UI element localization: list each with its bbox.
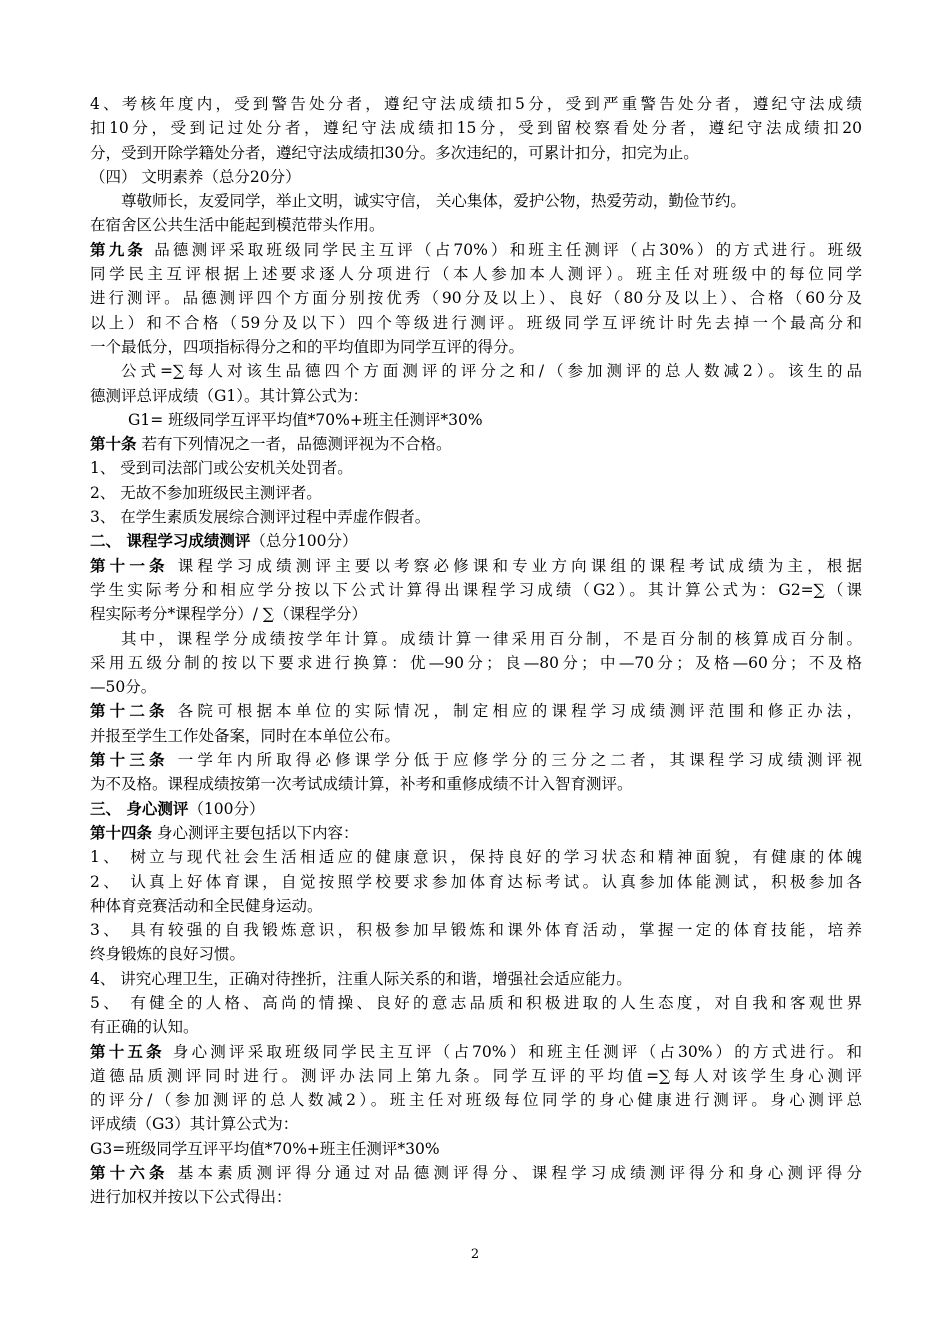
article-heading: 第十一条	[90, 556, 169, 575]
text-line	[90, 845, 862, 869]
text-line	[90, 797, 862, 821]
line-text: 以上）和不合格（59分及以下）四个等级进行测评。班级同学互评统计时先去掉一个最高分和	[90, 313, 862, 332]
line-text: 3、 具有较强的自我锻炼意识，积极参加早锻炼和课外体育活动，掌握一定的体育技能，培养	[90, 921, 862, 940]
line-text: 学生实际考分和相应学分按以下公式计算得出课程学习成绩（G2）。其计算公式为：G2=∑（课	[90, 580, 862, 599]
line-text: 采用五级分制的按以下要求进行换算：优—90分；良—80分；中—70分；及格—60分；不及格	[90, 653, 862, 672]
line-text: 身心测评主要包括以下内容：	[152, 823, 359, 842]
text-line	[90, 748, 862, 772]
line-text: （100分）	[188, 799, 265, 818]
text-line	[90, 456, 862, 480]
line-text: 4、考核年度内，受到警告处分者，遵纪守法成绩扣5分，受到严重警告处分者，遵纪守法成绩	[90, 95, 862, 113]
text-line	[90, 651, 862, 675]
text-line	[90, 602, 862, 626]
text-line	[90, 286, 862, 310]
line-text: （总分100分）	[250, 532, 358, 551]
text-line	[90, 408, 862, 432]
text-line	[90, 772, 862, 796]
text-line	[90, 1137, 862, 1161]
line-text: 1、 树立与现代社会生活相适应的健康意识，保持良好的学习状态和精神面貌，有健康的体魄	[90, 848, 862, 867]
text-line	[90, 359, 862, 383]
text-line	[90, 384, 862, 408]
article-heading: 第十三条	[90, 751, 169, 770]
line-text: 2、 认真上好体育课，自觉按照学校要求参加体育达标考试。认真参加体能测试，积极参加各	[90, 872, 862, 891]
line-text: 其中，课程学分成绩按学年计算。成绩计算一律采用百分制，不是百分制的核算成百分制。	[121, 629, 862, 648]
text-line	[90, 311, 862, 335]
line-text: 若有下列情况之一者，品德测评视为不合格。	[136, 435, 452, 454]
line-text: 的评分/（参加测评的总人数减2）。班主任对班级每位同学的身心健康进行测评。身心测评总	[90, 1091, 862, 1110]
text-line	[90, 92, 862, 116]
text-line	[90, 432, 862, 456]
article-heading: 第十四条	[90, 823, 153, 842]
text-line	[90, 189, 862, 213]
text-line	[90, 238, 862, 262]
text-line	[90, 335, 862, 359]
text-line	[90, 627, 862, 651]
line-text: 一个最低分，四项指标得分之和的平均值即为同学互评的得分。	[90, 337, 525, 356]
article-heading: 三、 身心测评	[90, 799, 189, 818]
article-heading: 第十条	[90, 435, 137, 454]
text-line	[90, 894, 862, 918]
line-text: 一学年内所取得必修课学分低于应修学分的三分之二者，其课程学习成绩测评视	[168, 751, 862, 770]
document-body	[90, 92, 862, 1210]
line-text: 2、 无故不参加班级民主测评者。	[90, 483, 322, 502]
text-line	[90, 991, 862, 1015]
text-line	[90, 1185, 862, 1209]
text-line	[90, 870, 862, 894]
line-text: 为不及格。课程成绩按第一次考试成绩计算，补考和重修成绩不计入智育测评。	[90, 775, 633, 794]
line-text: 同学民主互评根据上述要求逐人分项进行（本人参加本人测评）。班主任对班级中的每位同学	[90, 265, 862, 284]
line-text: 道德品质测评同时进行。测评办法同上第九条。同学互评的平均值=∑每人对该学生身心测评	[90, 1066, 862, 1085]
text-line	[90, 918, 862, 942]
text-line	[90, 481, 862, 505]
line-text: 终身锻炼的良好习惯。	[90, 945, 246, 964]
line-text: 课程学习成绩测评主要以考察必修课和专业方向课组的课程考试成绩为主，根据	[168, 556, 862, 575]
line-text: G3=班级同学互评平均值*70%+班主任测评*30%	[90, 1139, 440, 1158]
line-text: 基本素质测评得分通过对品德测评得分、课程学习成绩测评得分和身心测评得分	[168, 1164, 862, 1183]
text-line	[90, 675, 862, 699]
text-line	[90, 821, 862, 845]
text-line	[90, 213, 862, 237]
text-line	[90, 967, 862, 991]
text-line	[90, 1015, 862, 1039]
line-text: 德测评总评成绩（G1）。其计算公式为：	[90, 386, 368, 405]
text-line	[90, 505, 862, 529]
text-line	[90, 1161, 862, 1185]
line-text: 各院可根据本单位的实际情况，制定相应的课程学习成绩测评范围和修正办法，	[168, 702, 862, 721]
line-text: 1、 受到司法部门或公安机关处罚者。	[90, 459, 353, 478]
line-text: 4、 讲究心理卫生，正确对待挫折，注重人际关系的和谐，增强社会适应能力。	[90, 969, 632, 988]
text-line	[90, 942, 862, 966]
line-text: —50分。	[90, 678, 157, 697]
article-heading: 二、 课程学习成绩测评	[90, 532, 251, 551]
text-line	[90, 1040, 862, 1064]
text-line	[90, 1088, 862, 1112]
text-line	[90, 262, 862, 286]
line-text: 在宿舍区公共生活中能起到模范带头作用。	[90, 216, 385, 235]
line-text: 进行加权并按以下公式得出：	[90, 1188, 292, 1207]
text-line	[90, 1112, 862, 1136]
line-text: 种体育竞赛活动和全民健身运动。	[90, 896, 323, 915]
line-text: （四） 文明素养（总分20分）	[90, 167, 301, 186]
text-line	[90, 141, 862, 165]
article-heading: 第十二条	[90, 702, 169, 721]
text-line	[90, 724, 862, 748]
text-line	[90, 554, 862, 578]
line-text: 程实际考分*课程学分）/ ∑（课程学分）	[90, 605, 367, 624]
line-text: 身心测评采取班级同学民主互评（占70%）和班主任测评（占30%）的方式进行。和	[164, 1042, 862, 1061]
text-line	[90, 165, 862, 189]
article-heading: 第十六条	[90, 1164, 169, 1183]
text-line	[90, 1064, 862, 1088]
article-heading: 第十五条	[90, 1042, 165, 1061]
line-text: 尊敬师长，友爱同学，举止文明，诚实守信， 关心集体，爱护公物，热爱劳动，勤俭节约。	[121, 192, 746, 211]
line-text: 3、 在学生素质发展综合测评过程中弄虚作假者。	[90, 508, 431, 527]
line-text: 品德测评采取班级同学民主互评（占70%）和班主任测评（占30%）的方式进行。班级	[146, 240, 862, 259]
text-line	[90, 116, 862, 140]
page-number: 2	[470, 1247, 480, 1262]
line-text: 5、 有健全的人格、高尚的情操、良好的意志品质和积极进取的人生态度，对自我和客观世界	[90, 993, 862, 1012]
line-text: 进行测评。品德测评四个方面分别按优秀（90分及以上）、良好（80分及以上）、合格（60分及	[90, 289, 862, 308]
line-text: 分，受到开除学籍处分者，遵纪守法成绩扣30分。多次违纪的，可累计扣分，扣完为止。	[90, 143, 699, 162]
line-text: 公式=∑每人对该生品德四个方面测评的评分之和/（参加测评的总人数减2）。该生的品	[121, 362, 862, 381]
text-line	[90, 529, 862, 553]
line-text: G1= 班级同学互评平均值*70%+班主任测评*30%	[128, 410, 483, 429]
line-text: 并报至学生工作处备案，同时在本单位公布。	[90, 726, 401, 745]
text-line	[90, 699, 862, 723]
text-line	[90, 578, 862, 602]
line-text: 评成绩（G3）其计算公式为：	[90, 1115, 299, 1134]
line-text: 扣10分，受到记过处分者，遵纪守法成绩扣15分，受到留校察看处分者，遵纪守法成绩扣20	[90, 119, 862, 138]
article-heading: 第九条	[90, 240, 147, 259]
line-text: 有正确的认知。	[90, 1018, 199, 1037]
